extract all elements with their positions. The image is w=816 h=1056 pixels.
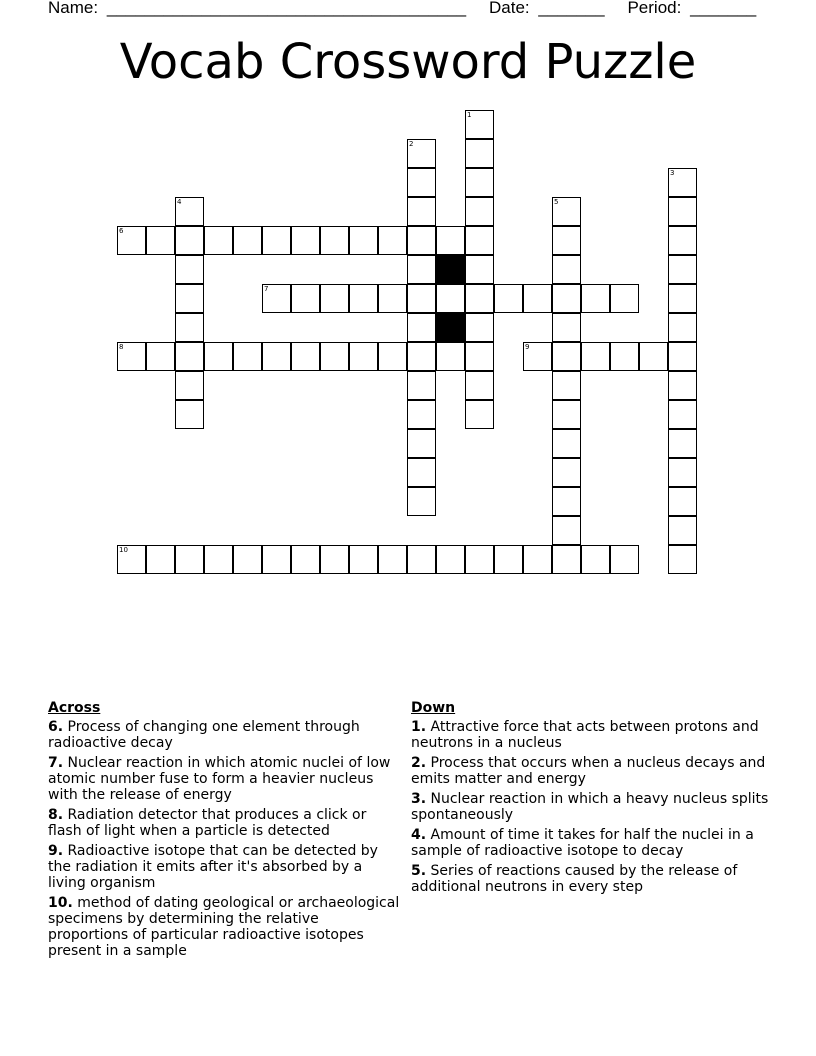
student-info-header [48,0,768,18]
crossword-cell[interactable] [291,545,320,574]
clue-text: Amount of time it takes for half the nuclei in a sample of radioactive isotope to decay [411,827,754,859]
crossword-cell[interactable] [407,226,436,255]
clue-text: Attractive force that acts between protons and neutrons in a nucleus [411,719,759,751]
crossword-cell[interactable] [233,342,262,371]
cell-number: 4 [177,198,182,206]
crossword-cell[interactable] [407,371,436,400]
clue-number: 1. [411,719,427,735]
crossword-cell[interactable] [262,545,291,574]
crossword-cell[interactable] [552,400,581,429]
crossword-cell[interactable] [175,313,204,342]
crossword-cell[interactable] [349,284,378,313]
cell-number: 1 [467,111,472,119]
date-field[interactable]: _______ [538,0,605,17]
crossword-cell[interactable] [175,371,204,400]
crossword-cell[interactable] [552,429,581,458]
crossword-cell[interactable] [262,226,291,255]
crossword-cell[interactable] [581,342,610,371]
crossword-cell[interactable] [494,284,523,313]
crossword-cell[interactable] [610,545,639,574]
down-heading: Down [411,700,456,716]
black-cell [436,255,465,284]
crossword-cell[interactable] [407,313,436,342]
crossword-cell[interactable] [175,226,204,255]
across-clue [48,843,403,891]
crossword-cell[interactable] [407,255,436,284]
down-clue [411,755,771,787]
crossword-cell[interactable] [581,284,610,313]
crossword-cell[interactable] [175,255,204,284]
date-label: Date: [489,0,530,17]
crossword-cell[interactable] [407,545,436,574]
clue-number: 3. [411,791,427,807]
crossword-cell[interactable] [552,545,581,574]
across-clues [48,700,403,963]
clue-number: 7. [48,755,64,771]
crossword-cell[interactable] [552,371,581,400]
crossword-cell[interactable] [668,458,697,487]
crossword-cell[interactable] [204,342,233,371]
crossword-cell[interactable] [204,545,233,574]
crossword-cell[interactable] [407,400,436,429]
crossword-cell[interactable] [117,226,146,255]
cell-number: 9 [525,343,530,351]
period-field[interactable]: _______ [690,0,757,17]
crossword-cell[interactable] [291,284,320,313]
clue-text: Series of reactions caused by the release of additional neutrons in every step [411,863,738,895]
crossword-cell[interactable] [291,226,320,255]
crossword-cell[interactable] [668,516,697,545]
crossword-cell[interactable] [146,545,175,574]
crossword-cell[interactable] [291,342,320,371]
name-label: Name: [48,0,99,17]
crossword-cell[interactable] [175,284,204,313]
cell-number: 8 [119,343,124,351]
clue-number: 8. [48,807,64,823]
crossword-cell[interactable] [407,284,436,313]
crossword-cell[interactable] [175,400,204,429]
crossword-cell[interactable] [204,226,233,255]
crossword-cell[interactable] [407,487,436,516]
crossword-cell[interactable] [378,342,407,371]
clue-number: 2. [411,755,427,771]
crossword-cell[interactable] [349,226,378,255]
crossword-cell[interactable] [668,313,697,342]
crossword-cell[interactable] [233,545,262,574]
across-clue [48,755,403,803]
down-clue [411,827,771,859]
clue-text: method of dating geological or archaeological specimens by determining the relative proportions of particular radioactive isotopes present in a sample [48,895,400,959]
crossword-cell[interactable] [407,458,436,487]
crossword-cell[interactable] [407,139,436,168]
crossword-cell[interactable] [465,226,494,255]
crossword-cell[interactable] [407,342,436,371]
crossword-cell[interactable] [465,313,494,342]
crossword-cell[interactable] [581,545,610,574]
cell-number: 5 [554,198,559,206]
crossword-cell[interactable] [349,342,378,371]
across-clue-list [48,719,403,959]
crossword-cell[interactable] [552,458,581,487]
clue-number: 5. [411,863,427,879]
crossword-cell[interactable] [407,197,436,226]
crossword-cell[interactable] [436,226,465,255]
crossword-cell[interactable] [668,342,697,371]
crossword-cell[interactable] [552,197,581,226]
crossword-cell[interactable] [465,284,494,313]
crossword-cell[interactable] [233,226,262,255]
crossword-cell[interactable] [320,545,349,574]
crossword-cell[interactable] [407,429,436,458]
crossword-cell[interactable] [668,168,697,197]
crossword-cell[interactable] [465,371,494,400]
down-clues [411,700,771,899]
crossword-cell[interactable] [465,168,494,197]
crossword-cell[interactable] [436,284,465,313]
crossword-cell[interactable] [552,284,581,313]
clue-text: Nuclear reaction in which a heavy nucleus splits spontaneously [411,791,769,823]
down-clue [411,791,771,823]
crossword-cell[interactable] [494,545,523,574]
crossword-cell[interactable] [523,284,552,313]
crossword-cell[interactable] [262,284,291,313]
crossword-cell[interactable] [668,487,697,516]
crossword-cell[interactable] [146,226,175,255]
crossword-cell[interactable] [465,342,494,371]
cell-number: 2 [409,140,414,148]
crossword-cell[interactable] [523,545,552,574]
crossword-cell[interactable] [668,226,697,255]
crossword-cell[interactable] [320,226,349,255]
crossword-cell[interactable] [465,139,494,168]
crossword-cell[interactable] [465,545,494,574]
crossword-cell[interactable] [639,342,668,371]
clue-text: Radioactive isotope that can be detected by the radiation it emits after it's absorbed by a living organism [48,843,378,891]
crossword-cell[interactable] [262,342,291,371]
black-cell [436,313,465,342]
crossword-cell[interactable] [668,255,697,284]
crossword-cell[interactable] [552,516,581,545]
crossword-cell[interactable] [465,255,494,284]
crossword-cell[interactable] [146,342,175,371]
down-clue [411,719,771,751]
crossword-cell[interactable] [117,342,146,371]
crossword-cell[interactable] [668,429,697,458]
period-label: Period: [627,0,682,17]
crossword-cell[interactable] [407,168,436,197]
clue-text: Nuclear reaction in which atomic nuclei of low atomic number fuse to form a heavier nucleus with the release of energy [48,755,391,803]
crossword-cell[interactable] [668,400,697,429]
crossword-cell[interactable] [378,284,407,313]
crossword-cell[interactable] [610,342,639,371]
crossword-cell[interactable] [175,197,204,226]
clue-text: Process that occurs when a nucleus decays and emits matter and energy [411,755,766,787]
down-clue [411,863,771,895]
crossword-cell[interactable] [465,110,494,139]
cell-number: 10 [119,546,128,554]
cell-number: 3 [670,169,675,177]
crossword-cell[interactable] [465,197,494,226]
crossword-cell[interactable] [349,545,378,574]
crossword-cell[interactable] [668,371,697,400]
page-title: Vocab Crossword Puzzle [119,34,697,90]
crossword-cell[interactable] [552,255,581,284]
crossword-cell[interactable] [552,226,581,255]
clue-number: 4. [411,827,427,843]
clue-number: 6. [48,719,64,735]
crossword-cell[interactable] [668,284,697,313]
crossword-cell[interactable] [320,342,349,371]
crossword-cell[interactable] [668,545,697,574]
crossword-cell[interactable] [552,487,581,516]
crossword-cell[interactable] [552,313,581,342]
clue-number: 9. [48,843,64,859]
crossword-cell[interactable] [610,284,639,313]
clue-number: 10. [48,895,73,911]
name-field[interactable]: ______________________________________ [106,0,467,17]
crossword-cell[interactable] [436,545,465,574]
across-clue [48,895,403,959]
across-clue [48,807,403,839]
down-clue-list [411,719,771,895]
crossword-cell[interactable] [436,342,465,371]
across-clue [48,719,403,751]
crossword-cell[interactable] [320,284,349,313]
crossword-cell[interactable] [175,342,204,371]
crossword-cell[interactable] [378,545,407,574]
cell-number: 7 [264,285,269,293]
crossword-cell[interactable] [668,197,697,226]
crossword-cell[interactable] [378,226,407,255]
across-heading: Across [48,700,101,716]
crossword-cell[interactable] [523,342,552,371]
clue-text: Radiation detector that produces a click or flash of light when a particle is detected [48,807,367,839]
crossword-cell[interactable] [552,342,581,371]
clue-text: Process of changing one element through radioactive decay [48,719,360,751]
crossword-cell[interactable] [175,545,204,574]
cell-number: 6 [119,227,124,235]
crossword-cell[interactable] [465,400,494,429]
crossword-cell[interactable] [117,545,146,574]
